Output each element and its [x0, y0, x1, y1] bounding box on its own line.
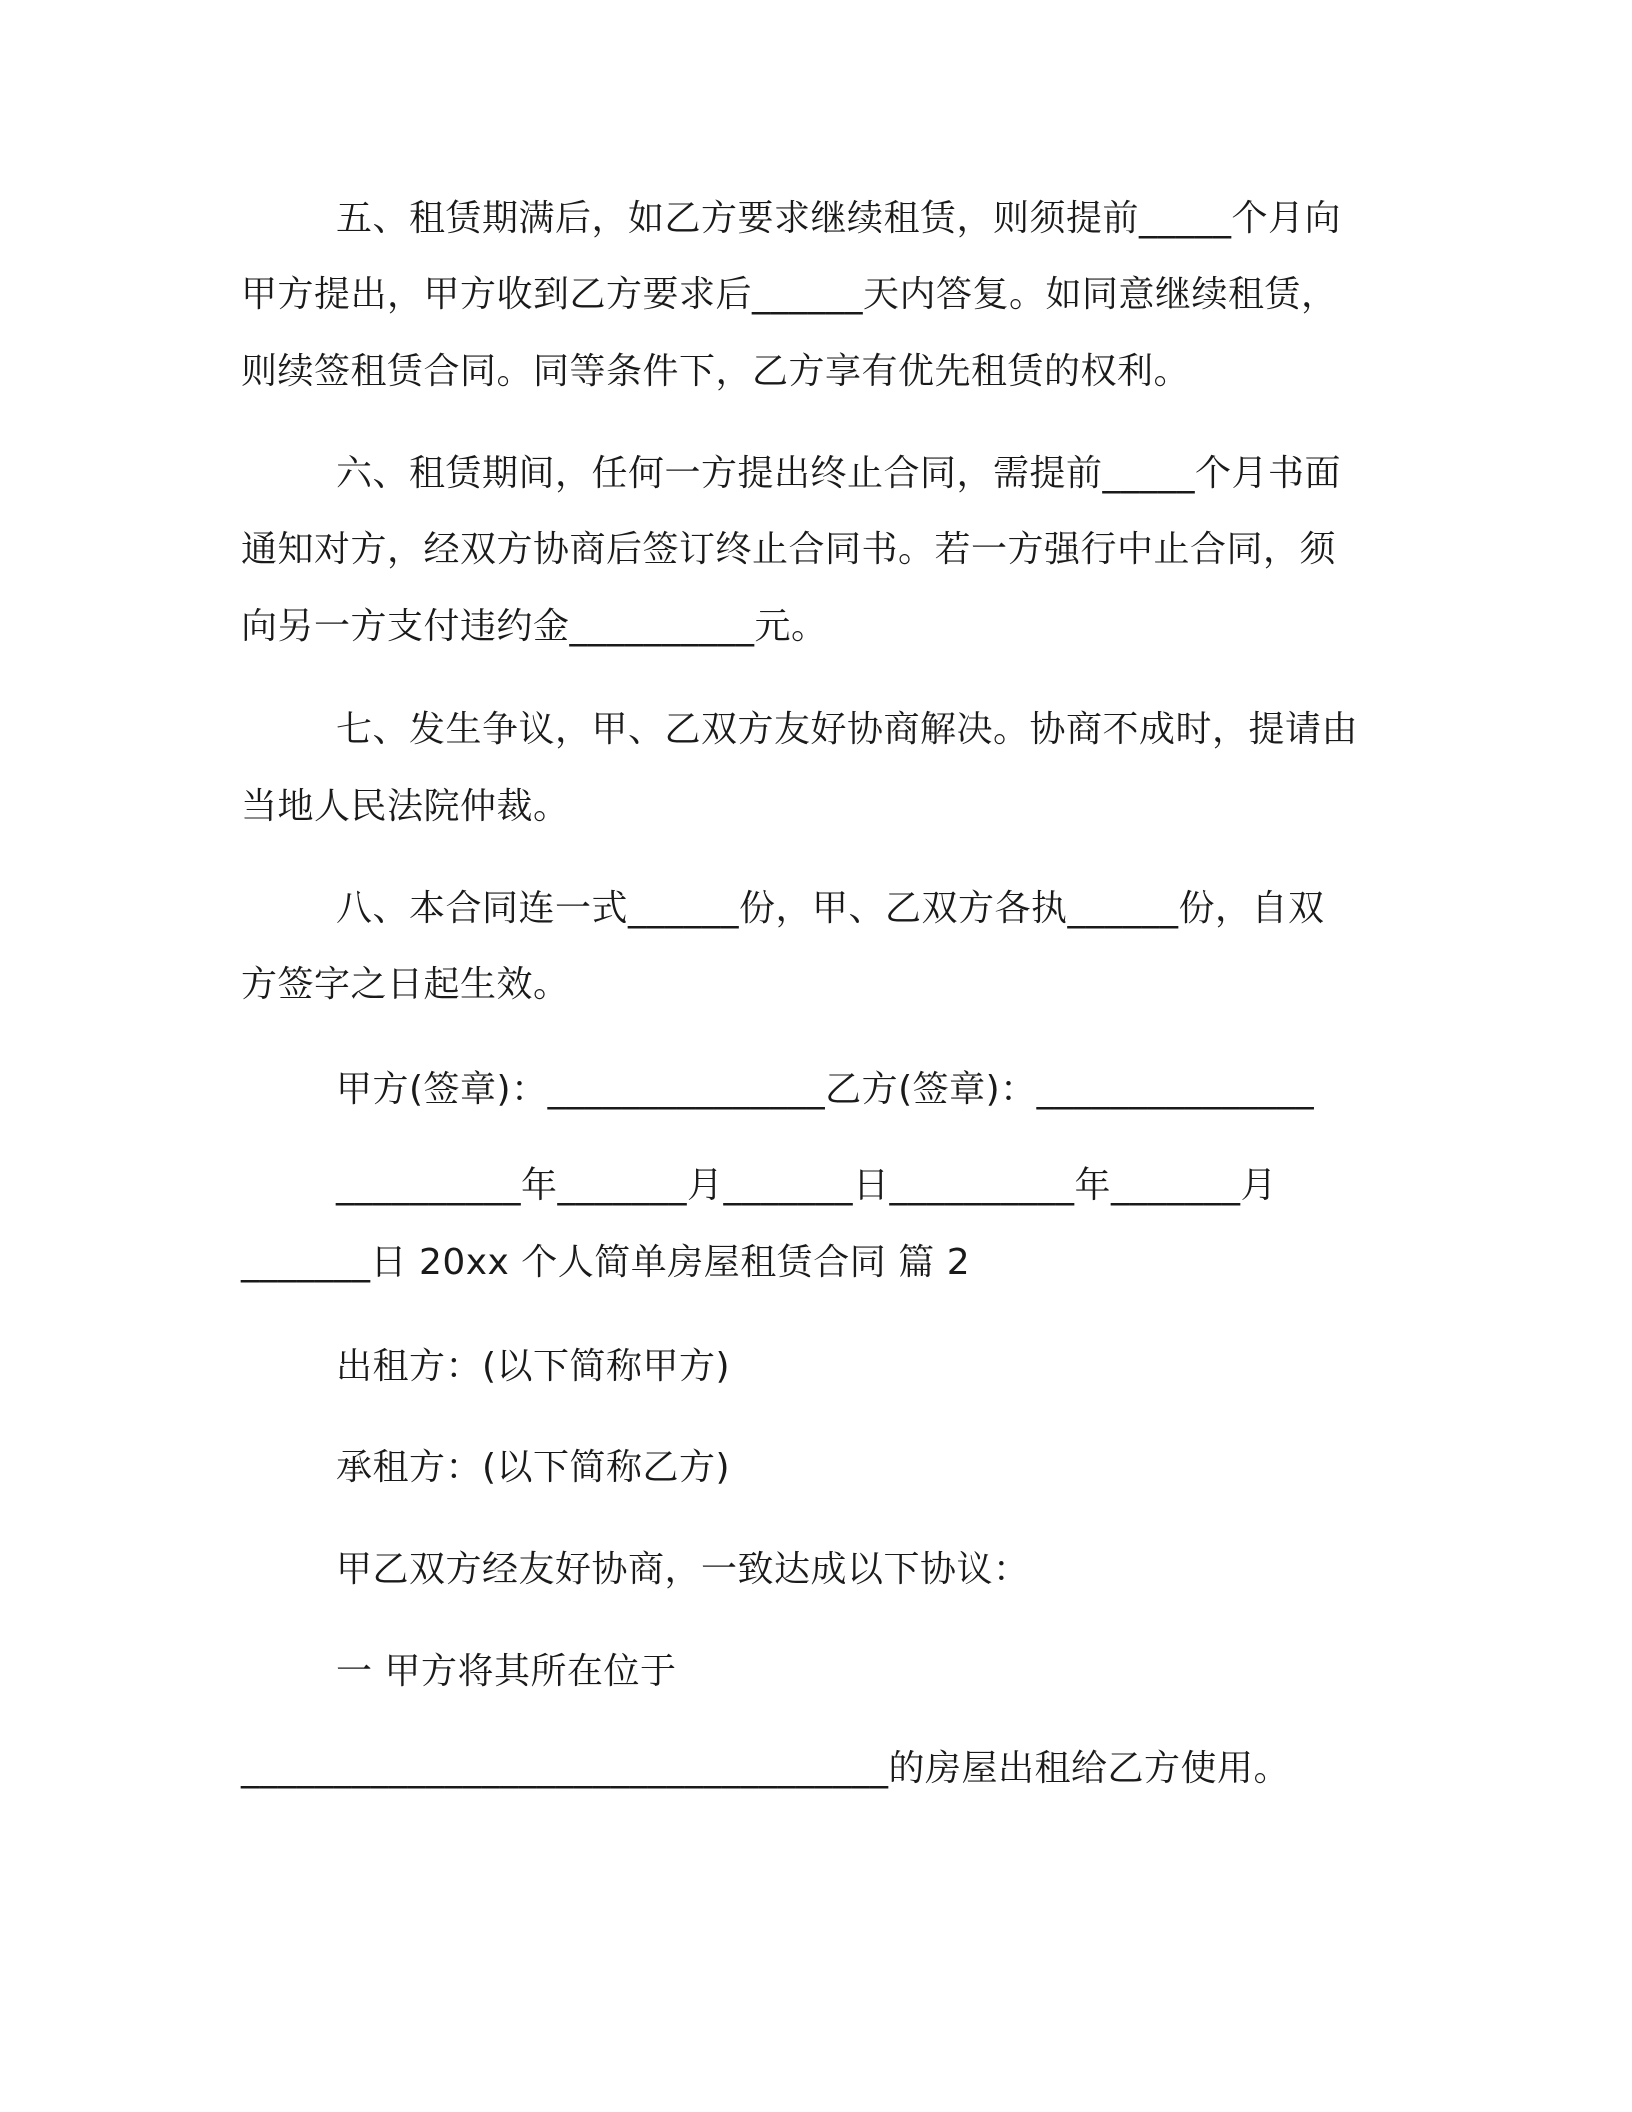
clause-5-line-2: 甲方提出，甲方收到乙方要求后______天内答复。如同意继续租赁， [241, 274, 1338, 315]
signature-line: 甲方(签章)：_______________乙方(签章)：_______________ [336, 1069, 1315, 1110]
clause-5-line-3: 则续签租赁合同。同等条件下，乙方享有优先租赁的权利。 [241, 351, 1191, 392]
clause-1-line-2: ___________________________________的房屋出租给乙方使用。 [241, 1748, 1291, 1789]
lessor-line: 出租方：(以下简称甲方) [336, 1346, 731, 1387]
clause-8-line-2: 方签字之日起生效。 [241, 964, 570, 1005]
clause-6-line-3: 向另一方支付违约金__________元。 [241, 606, 828, 647]
clause-6-line-2: 通知对方，经双方协商后签订终止合同书。若一方强行中止合同，须 [241, 529, 1337, 570]
clause-7-line-2: 当地人民法院仲裁。 [241, 786, 570, 827]
lessee-line: 承租方：(以下简称乙方) [336, 1447, 731, 1488]
section-title-line: _______日 20xx 个人简单房屋租赁合同 篇 2 [241, 1242, 971, 1283]
clause-8-line-1: 八、本合同连一式______份，甲、乙双方各执______份，自双 [336, 888, 1325, 929]
clause-5-line-1: 五、租赁期满后，如乙方要求继续租赁，则须提前_____个月向 [336, 198, 1342, 239]
clause-6-line-1: 六、租赁期间，任何一方提出终止合同，需提前_____个月书面 [336, 453, 1342, 494]
clause-1-line-1: 一 甲方将其所在位于 [336, 1651, 677, 1692]
date-line: __________年_______月_______日__________年_______月 [336, 1165, 1277, 1206]
agreement-intro-line: 甲乙双方经友好协商，一致达成以下协议： [336, 1549, 1030, 1590]
clause-7-line-1: 七、发生争议，甲、乙双方友好协商解决。协商不成时，提请由 [336, 709, 1359, 750]
